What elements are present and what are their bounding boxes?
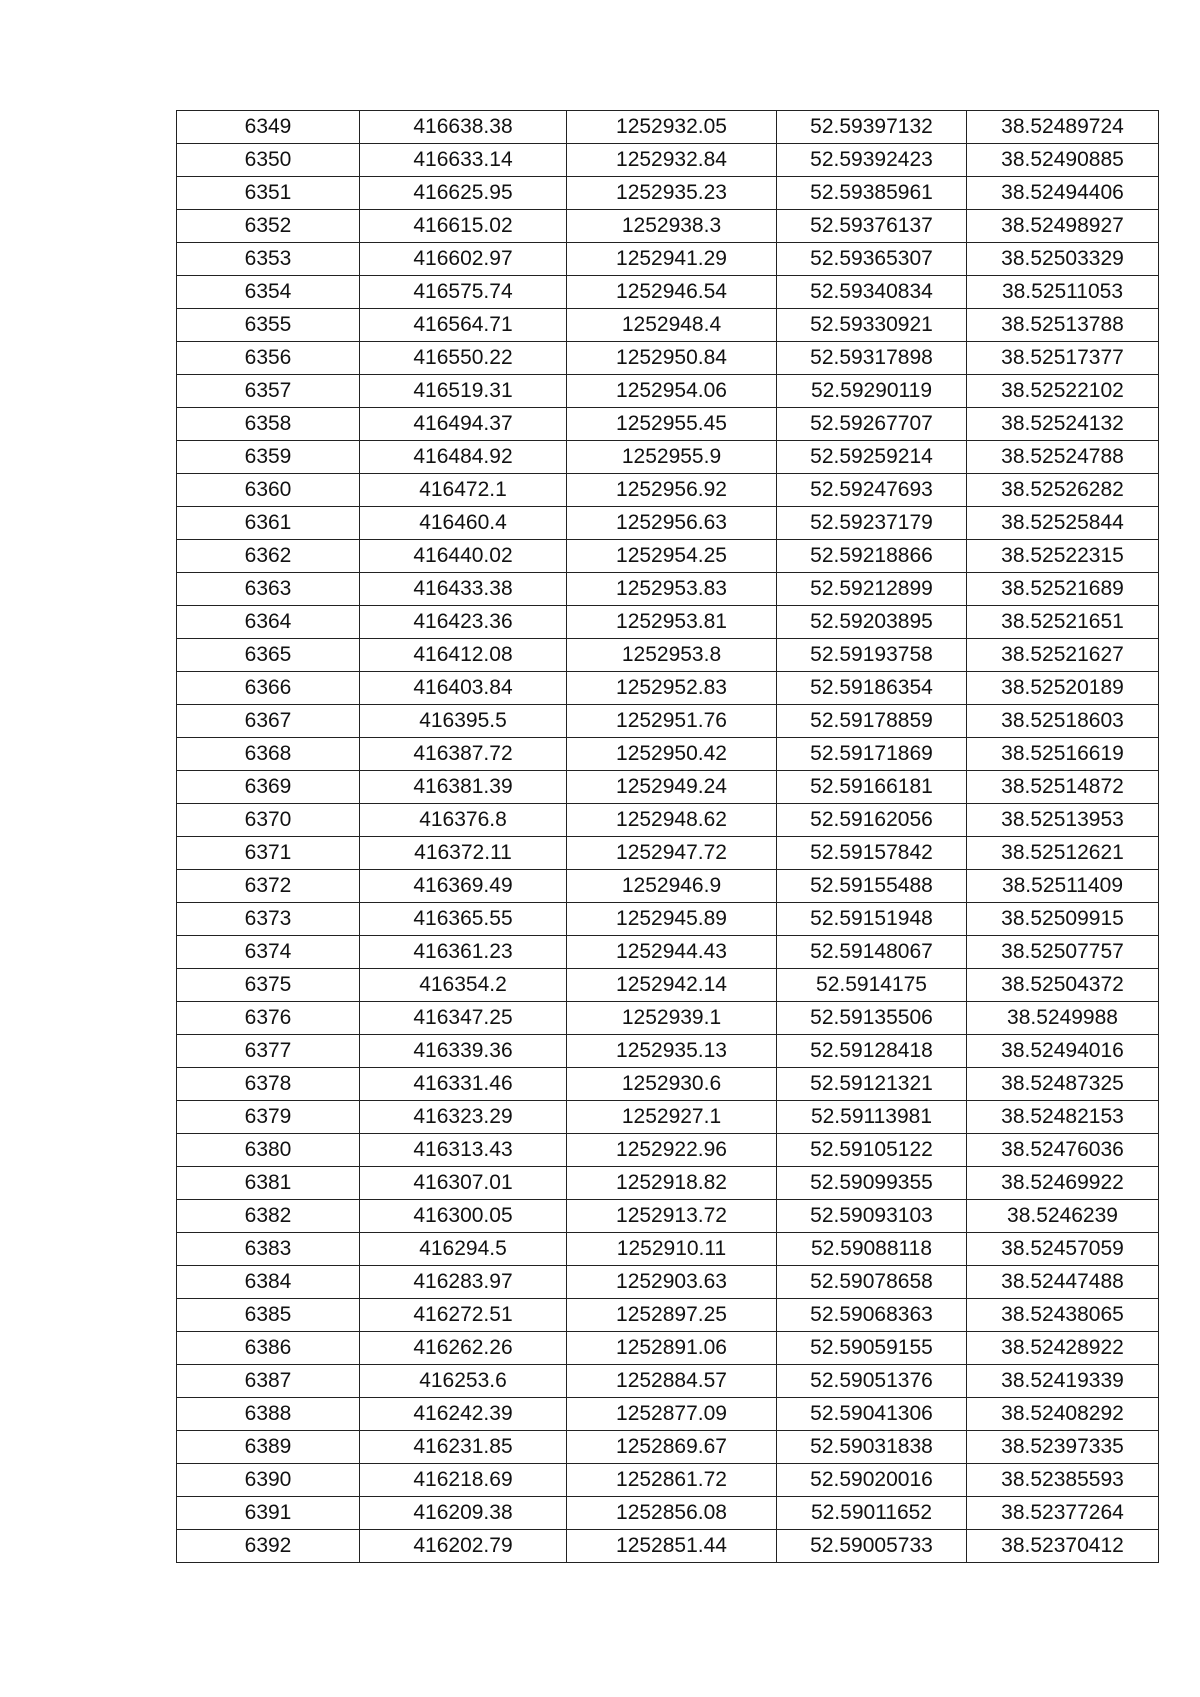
latitude-cell: 52.59365307	[777, 243, 967, 276]
y-coordinate-cell: 1252955.9	[567, 441, 777, 474]
table-row	[177, 705, 1159, 738]
longitude-cell: 38.52476036	[967, 1134, 1159, 1167]
longitude-cell: 38.52447488	[967, 1266, 1159, 1299]
y-coordinate-cell: 1252950.84	[567, 342, 777, 375]
point-number-cell: 6363	[177, 573, 360, 606]
y-coordinate-cell: 1252851.44	[567, 1530, 777, 1563]
longitude-cell: 38.52511409	[967, 870, 1159, 903]
x-coordinate-cell: 416484.92	[360, 441, 567, 474]
x-coordinate-cell: 416339.36	[360, 1035, 567, 1068]
x-coordinate-cell: 416395.5	[360, 705, 567, 738]
y-coordinate-cell: 1252877.09	[567, 1398, 777, 1431]
table-row	[177, 969, 1159, 1002]
y-coordinate-cell: 1252918.82	[567, 1167, 777, 1200]
y-coordinate-cell: 1252956.63	[567, 507, 777, 540]
longitude-cell: 38.52526282	[967, 474, 1159, 507]
longitude-cell: 38.52504372	[967, 969, 1159, 1002]
table-row	[177, 936, 1159, 969]
latitude-cell: 52.59099355	[777, 1167, 967, 1200]
point-number-cell: 6357	[177, 375, 360, 408]
table-row	[177, 1134, 1159, 1167]
x-coordinate-cell: 416412.08	[360, 639, 567, 672]
x-coordinate-cell: 416313.43	[360, 1134, 567, 1167]
point-number-cell: 6351	[177, 177, 360, 210]
y-coordinate-cell: 1252869.67	[567, 1431, 777, 1464]
point-number-cell: 6381	[177, 1167, 360, 1200]
latitude-cell: 52.59041306	[777, 1398, 967, 1431]
latitude-cell: 52.59237179	[777, 507, 967, 540]
y-coordinate-cell: 1252950.42	[567, 738, 777, 771]
longitude-cell: 38.52522315	[967, 540, 1159, 573]
longitude-cell: 38.52517377	[967, 342, 1159, 375]
longitude-cell: 38.52494016	[967, 1035, 1159, 1068]
x-coordinate-cell: 416365.55	[360, 903, 567, 936]
point-number-cell: 6356	[177, 342, 360, 375]
point-number-cell: 6364	[177, 606, 360, 639]
table-row	[177, 1299, 1159, 1332]
longitude-cell: 38.52512621	[967, 837, 1159, 870]
y-coordinate-cell: 1252953.83	[567, 573, 777, 606]
longitude-cell: 38.52419339	[967, 1365, 1159, 1398]
table-row	[177, 1101, 1159, 1134]
longitude-cell: 38.52428922	[967, 1332, 1159, 1365]
x-coordinate-cell: 416564.71	[360, 309, 567, 342]
table-row	[177, 738, 1159, 771]
point-number-cell: 6390	[177, 1464, 360, 1497]
latitude-cell: 52.59340834	[777, 276, 967, 309]
latitude-cell: 52.59105122	[777, 1134, 967, 1167]
longitude-cell: 38.52482153	[967, 1101, 1159, 1134]
table-row	[177, 309, 1159, 342]
x-coordinate-cell: 416372.11	[360, 837, 567, 870]
point-number-cell: 6386	[177, 1332, 360, 1365]
x-coordinate-cell: 416294.5	[360, 1233, 567, 1266]
x-coordinate-cell: 416638.38	[360, 111, 567, 144]
x-coordinate-cell: 416550.22	[360, 342, 567, 375]
y-coordinate-cell: 1252953.8	[567, 639, 777, 672]
coordinates-table-body	[177, 111, 1159, 1563]
point-number-cell: 6374	[177, 936, 360, 969]
point-number-cell: 6388	[177, 1398, 360, 1431]
latitude-cell: 52.59247693	[777, 474, 967, 507]
longitude-cell: 38.52469922	[967, 1167, 1159, 1200]
longitude-cell: 38.52507757	[967, 936, 1159, 969]
y-coordinate-cell: 1252932.05	[567, 111, 777, 144]
x-coordinate-cell: 416272.51	[360, 1299, 567, 1332]
point-number-cell: 6383	[177, 1233, 360, 1266]
latitude-cell: 52.59385961	[777, 177, 967, 210]
x-coordinate-cell: 416387.72	[360, 738, 567, 771]
longitude-cell: 38.52522102	[967, 375, 1159, 408]
x-coordinate-cell: 416262.26	[360, 1332, 567, 1365]
y-coordinate-cell: 1252922.96	[567, 1134, 777, 1167]
longitude-cell: 38.52408292	[967, 1398, 1159, 1431]
table-row	[177, 408, 1159, 441]
x-coordinate-cell: 416423.36	[360, 606, 567, 639]
point-number-cell: 6362	[177, 540, 360, 573]
table-row	[177, 1332, 1159, 1365]
table-row	[177, 111, 1159, 144]
longitude-cell: 38.52490885	[967, 144, 1159, 177]
longitude-cell: 38.52377264	[967, 1497, 1159, 1530]
x-coordinate-cell: 416519.31	[360, 375, 567, 408]
point-number-cell: 6385	[177, 1299, 360, 1332]
x-coordinate-cell: 416283.97	[360, 1266, 567, 1299]
y-coordinate-cell: 1252910.11	[567, 1233, 777, 1266]
point-number-cell: 6355	[177, 309, 360, 342]
y-coordinate-cell: 1252856.08	[567, 1497, 777, 1530]
x-coordinate-cell: 416354.2	[360, 969, 567, 1002]
table-row	[177, 474, 1159, 507]
x-coordinate-cell: 416625.95	[360, 177, 567, 210]
table-row	[177, 1365, 1159, 1398]
latitude-cell: 52.59397132	[777, 111, 967, 144]
x-coordinate-cell: 416460.4	[360, 507, 567, 540]
latitude-cell: 52.59078658	[777, 1266, 967, 1299]
point-number-cell: 6359	[177, 441, 360, 474]
point-number-cell: 6349	[177, 111, 360, 144]
x-coordinate-cell: 416307.01	[360, 1167, 567, 1200]
latitude-cell: 52.59290119	[777, 375, 967, 408]
table-row	[177, 639, 1159, 672]
x-coordinate-cell: 416602.97	[360, 243, 567, 276]
table-row	[177, 804, 1159, 837]
latitude-cell: 52.59051376	[777, 1365, 967, 1398]
latitude-cell: 52.59166181	[777, 771, 967, 804]
latitude-cell: 52.59011652	[777, 1497, 967, 1530]
latitude-cell: 52.59088118	[777, 1233, 967, 1266]
latitude-cell: 52.59212899	[777, 573, 967, 606]
y-coordinate-cell: 1252944.43	[567, 936, 777, 969]
y-coordinate-cell: 1252941.29	[567, 243, 777, 276]
x-coordinate-cell: 416615.02	[360, 210, 567, 243]
y-coordinate-cell: 1252946.54	[567, 276, 777, 309]
point-number-cell: 6353	[177, 243, 360, 276]
point-number-cell: 6382	[177, 1200, 360, 1233]
latitude-cell: 52.59162056	[777, 804, 967, 837]
longitude-cell: 38.52438065	[967, 1299, 1159, 1332]
table-row	[177, 144, 1159, 177]
latitude-cell: 52.59093103	[777, 1200, 967, 1233]
y-coordinate-cell: 1252938.3	[567, 210, 777, 243]
y-coordinate-cell: 1252947.72	[567, 837, 777, 870]
x-coordinate-cell: 416403.84	[360, 672, 567, 705]
table-row	[177, 1398, 1159, 1431]
latitude-cell: 52.59330921	[777, 309, 967, 342]
latitude-cell: 52.59157842	[777, 837, 967, 870]
latitude-cell: 52.59317898	[777, 342, 967, 375]
table-row	[177, 1233, 1159, 1266]
longitude-cell: 38.52503329	[967, 243, 1159, 276]
table-row	[177, 342, 1159, 375]
longitude-cell: 38.52524132	[967, 408, 1159, 441]
y-coordinate-cell: 1252956.92	[567, 474, 777, 507]
table-row	[177, 210, 1159, 243]
longitude-cell: 38.52487325	[967, 1068, 1159, 1101]
table-row	[177, 1497, 1159, 1530]
point-number-cell: 6391	[177, 1497, 360, 1530]
table-row	[177, 1200, 1159, 1233]
latitude-cell: 52.59135506	[777, 1002, 967, 1035]
point-number-cell: 6376	[177, 1002, 360, 1035]
point-number-cell: 6370	[177, 804, 360, 837]
y-coordinate-cell: 1252932.84	[567, 144, 777, 177]
latitude-cell: 52.59259214	[777, 441, 967, 474]
table-row	[177, 1068, 1159, 1101]
point-number-cell: 6380	[177, 1134, 360, 1167]
latitude-cell: 52.59151948	[777, 903, 967, 936]
point-number-cell: 6366	[177, 672, 360, 705]
y-coordinate-cell: 1252861.72	[567, 1464, 777, 1497]
x-coordinate-cell: 416376.8	[360, 804, 567, 837]
longitude-cell: 38.52525844	[967, 507, 1159, 540]
point-number-cell: 6371	[177, 837, 360, 870]
longitude-cell: 38.52521689	[967, 573, 1159, 606]
longitude-cell: 38.52518603	[967, 705, 1159, 738]
table-row	[177, 1266, 1159, 1299]
y-coordinate-cell: 1252942.14	[567, 969, 777, 1002]
table-row	[177, 507, 1159, 540]
table-row	[177, 1002, 1159, 1035]
table-row	[177, 243, 1159, 276]
latitude-cell: 52.59186354	[777, 672, 967, 705]
table-row	[177, 870, 1159, 903]
point-number-cell: 6369	[177, 771, 360, 804]
x-coordinate-cell: 416300.05	[360, 1200, 567, 1233]
latitude-cell: 52.59178859	[777, 705, 967, 738]
table-row	[177, 1530, 1159, 1563]
longitude-cell: 38.52514872	[967, 771, 1159, 804]
latitude-cell: 52.59376137	[777, 210, 967, 243]
table-row	[177, 276, 1159, 309]
longitude-cell: 38.5246239	[967, 1200, 1159, 1233]
y-coordinate-cell: 1252951.76	[567, 705, 777, 738]
x-coordinate-cell: 416433.38	[360, 573, 567, 606]
point-number-cell: 6387	[177, 1365, 360, 1398]
point-number-cell: 6352	[177, 210, 360, 243]
point-number-cell: 6377	[177, 1035, 360, 1068]
longitude-cell: 38.52520189	[967, 672, 1159, 705]
longitude-cell: 38.52513953	[967, 804, 1159, 837]
x-coordinate-cell: 416472.1	[360, 474, 567, 507]
table-row	[177, 177, 1159, 210]
point-number-cell: 6378	[177, 1068, 360, 1101]
latitude-cell: 52.59193758	[777, 639, 967, 672]
y-coordinate-cell: 1252913.72	[567, 1200, 777, 1233]
x-coordinate-cell: 416231.85	[360, 1431, 567, 1464]
latitude-cell: 52.59392423	[777, 144, 967, 177]
table-row	[177, 375, 1159, 408]
x-coordinate-cell: 416253.6	[360, 1365, 567, 1398]
y-coordinate-cell: 1252935.13	[567, 1035, 777, 1068]
x-coordinate-cell: 416323.29	[360, 1101, 567, 1134]
table-row	[177, 1035, 1159, 1068]
longitude-cell: 38.52509915	[967, 903, 1159, 936]
point-number-cell: 6358	[177, 408, 360, 441]
longitude-cell: 38.52521627	[967, 639, 1159, 672]
table-row	[177, 672, 1159, 705]
point-number-cell: 6354	[177, 276, 360, 309]
longitude-cell: 38.5249988	[967, 1002, 1159, 1035]
table-row	[177, 1431, 1159, 1464]
longitude-cell: 38.52511053	[967, 276, 1159, 309]
coordinates-table	[176, 110, 1159, 1563]
point-number-cell: 6384	[177, 1266, 360, 1299]
y-coordinate-cell: 1252945.89	[567, 903, 777, 936]
longitude-cell: 38.52489724	[967, 111, 1159, 144]
table-row	[177, 573, 1159, 606]
point-number-cell: 6389	[177, 1431, 360, 1464]
latitude-cell: 52.59121321	[777, 1068, 967, 1101]
longitude-cell: 38.52385593	[967, 1464, 1159, 1497]
y-coordinate-cell: 1252927.1	[567, 1101, 777, 1134]
latitude-cell: 52.59059155	[777, 1332, 967, 1365]
latitude-cell: 52.59128418	[777, 1035, 967, 1068]
longitude-cell: 38.52397335	[967, 1431, 1159, 1464]
x-coordinate-cell: 416202.79	[360, 1530, 567, 1563]
table-row	[177, 771, 1159, 804]
x-coordinate-cell: 416209.38	[360, 1497, 567, 1530]
y-coordinate-cell: 1252954.25	[567, 540, 777, 573]
x-coordinate-cell: 416347.25	[360, 1002, 567, 1035]
y-coordinate-cell: 1252930.6	[567, 1068, 777, 1101]
latitude-cell: 52.59113981	[777, 1101, 967, 1134]
latitude-cell: 52.59218866	[777, 540, 967, 573]
latitude-cell: 52.59005733	[777, 1530, 967, 1563]
longitude-cell: 38.52370412	[967, 1530, 1159, 1563]
x-coordinate-cell: 416440.02	[360, 540, 567, 573]
x-coordinate-cell: 416369.49	[360, 870, 567, 903]
point-number-cell: 6375	[177, 969, 360, 1002]
latitude-cell: 52.59068363	[777, 1299, 967, 1332]
point-number-cell: 6350	[177, 144, 360, 177]
y-coordinate-cell: 1252955.45	[567, 408, 777, 441]
latitude-cell: 52.59148067	[777, 936, 967, 969]
point-number-cell: 6373	[177, 903, 360, 936]
table-row	[177, 540, 1159, 573]
point-number-cell: 6379	[177, 1101, 360, 1134]
latitude-cell: 52.59267707	[777, 408, 967, 441]
point-number-cell: 6361	[177, 507, 360, 540]
latitude-cell: 52.5914175	[777, 969, 967, 1002]
x-coordinate-cell: 416242.39	[360, 1398, 567, 1431]
latitude-cell: 52.59203895	[777, 606, 967, 639]
table-row	[177, 903, 1159, 936]
point-number-cell: 6368	[177, 738, 360, 771]
y-coordinate-cell: 1252954.06	[567, 375, 777, 408]
y-coordinate-cell: 1252952.83	[567, 672, 777, 705]
table-row	[177, 441, 1159, 474]
y-coordinate-cell: 1252949.24	[567, 771, 777, 804]
y-coordinate-cell: 1252897.25	[567, 1299, 777, 1332]
y-coordinate-cell: 1252953.81	[567, 606, 777, 639]
longitude-cell: 38.52516619	[967, 738, 1159, 771]
y-coordinate-cell: 1252891.06	[567, 1332, 777, 1365]
y-coordinate-cell: 1252948.4	[567, 309, 777, 342]
x-coordinate-cell: 416361.23	[360, 936, 567, 969]
longitude-cell: 38.52513788	[967, 309, 1159, 342]
longitude-cell: 38.52457059	[967, 1233, 1159, 1266]
y-coordinate-cell: 1252903.63	[567, 1266, 777, 1299]
point-number-cell: 6360	[177, 474, 360, 507]
y-coordinate-cell: 1252948.62	[567, 804, 777, 837]
y-coordinate-cell: 1252946.9	[567, 870, 777, 903]
x-coordinate-cell: 416381.39	[360, 771, 567, 804]
longitude-cell: 38.52521651	[967, 606, 1159, 639]
y-coordinate-cell: 1252939.1	[567, 1002, 777, 1035]
x-coordinate-cell: 416331.46	[360, 1068, 567, 1101]
x-coordinate-cell: 416494.37	[360, 408, 567, 441]
longitude-cell: 38.52498927	[967, 210, 1159, 243]
x-coordinate-cell: 416633.14	[360, 144, 567, 177]
latitude-cell: 52.59171869	[777, 738, 967, 771]
point-number-cell: 6367	[177, 705, 360, 738]
longitude-cell: 38.52524788	[967, 441, 1159, 474]
latitude-cell: 52.59155488	[777, 870, 967, 903]
table-row	[177, 1167, 1159, 1200]
latitude-cell: 52.59031838	[777, 1431, 967, 1464]
latitude-cell: 52.59020016	[777, 1464, 967, 1497]
table-row	[177, 837, 1159, 870]
y-coordinate-cell: 1252935.23	[567, 177, 777, 210]
x-coordinate-cell: 416218.69	[360, 1464, 567, 1497]
table-row	[177, 1464, 1159, 1497]
table-row	[177, 606, 1159, 639]
point-number-cell: 6392	[177, 1530, 360, 1563]
point-number-cell: 6372	[177, 870, 360, 903]
longitude-cell: 38.52494406	[967, 177, 1159, 210]
x-coordinate-cell: 416575.74	[360, 276, 567, 309]
y-coordinate-cell: 1252884.57	[567, 1365, 777, 1398]
point-number-cell: 6365	[177, 639, 360, 672]
